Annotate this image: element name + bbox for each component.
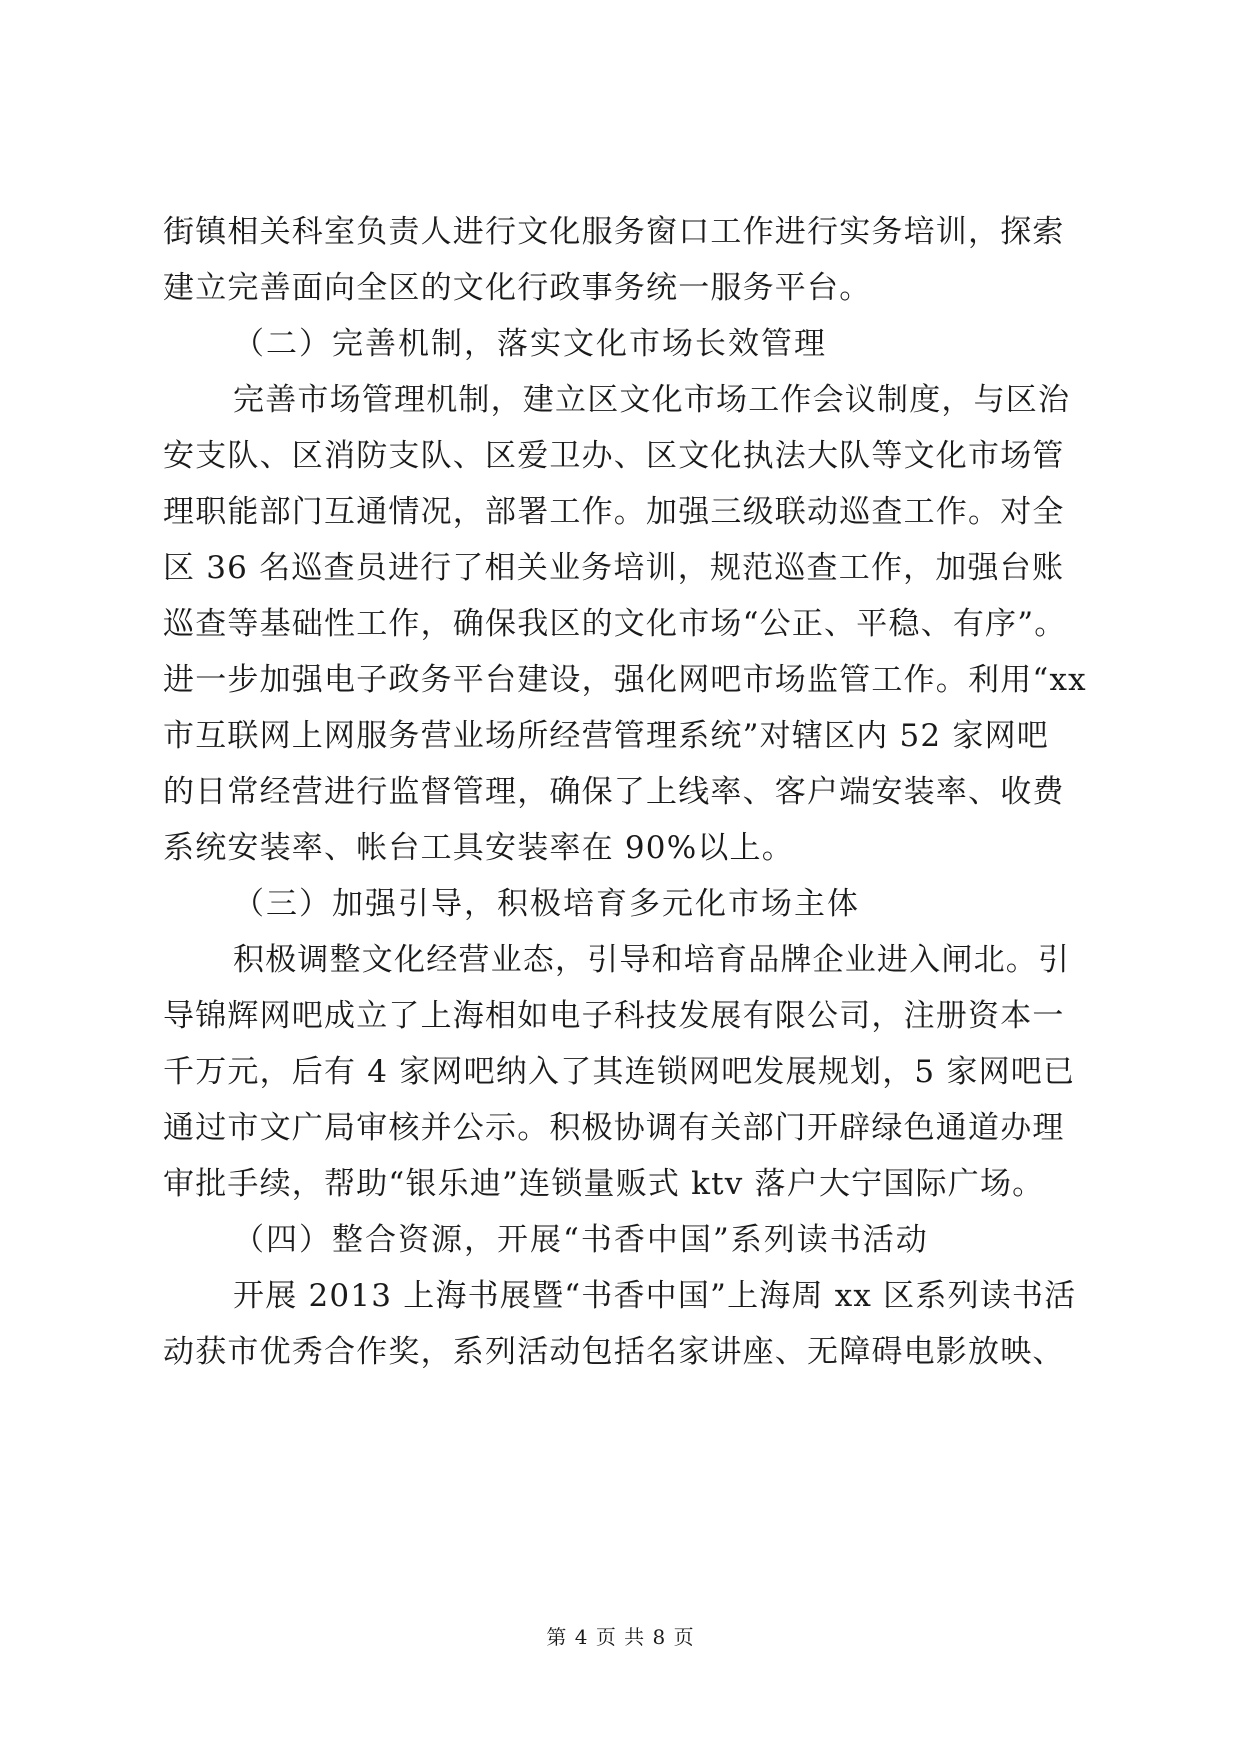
paragraph-line: 安支队、区消防支队、区爱卫办、区文化执法大队等文化市场管 <box>163 438 1065 474</box>
paragraph-line: 建立完善面向全区的文化行政事务统一服务平台。 <box>163 270 872 306</box>
paragraph-line: 市互联网上网服务营业场所经营管理系统”对辖区内 52 家网吧 <box>163 718 1049 754</box>
paragraph-line: 通过市文广局审核并公示。积极协调有关部门开辟绿色通道办理 <box>163 1110 1065 1146</box>
paragraph-line: 理职能部门互通情况，部署工作。加强三级联动巡查工作。对全 <box>163 494 1065 530</box>
paragraph-line: 动获市优秀合作奖，系列活动包括名家讲座、无障碍电影放映、 <box>163 1334 1065 1370</box>
section-heading: （三）加强引导，积极培育多元化市场主体 <box>233 886 860 922</box>
paragraph-line: 开展 2013 上海书展暨“书香中国”上海周 xx 区系列读书活 <box>233 1278 1077 1314</box>
paragraph-line: 的日常经营进行监督管理，确保了上线率、客户端安装率、收费 <box>163 774 1065 810</box>
section-heading: （四）整合资源，开展“书香中国”系列读书活动 <box>233 1222 929 1258</box>
paragraph-line: 区 36 名巡查员进行了相关业务培训，规范巡查工作，加强台账 <box>163 550 1065 586</box>
paragraph-line: 审批手续，帮助“银乐迪”连锁量贩式 ktv 落户大宁国际广场。 <box>163 1166 1045 1202</box>
paragraph-line: 进一步加强电子政务平台建设，强化网吧市场监管工作。利用“xx <box>163 662 1087 698</box>
section-heading: （二）完善机制，落实文化市场长效管理 <box>233 326 827 362</box>
paragraph-line: 千万元，后有 4 家网吧纳入了其连锁网吧发展规划，5 家网吧已 <box>163 1054 1076 1090</box>
paragraph-line: 系统安装率、帐台工具安装率在 90%以上。 <box>163 830 794 866</box>
paragraph-line: 巡查等基础性工作，确保我区的文化市场“公正、平稳、有序”。 <box>163 606 1067 642</box>
paragraph-line: 完善市场管理机制，建立区文化市场工作会议制度，与区治 <box>233 382 1071 418</box>
paragraph-line: 导锦辉网吧成立了上海相如电子科技发展有限公司，注册资本一 <box>163 998 1065 1034</box>
page-number-footer: 第 4 页 共 8 页 <box>546 1625 695 1649</box>
paragraph-line: 街镇相关科室负责人进行文化服务窗口工作进行实务培训，探索 <box>163 214 1065 250</box>
paragraph-line: 积极调整文化经营业态，引导和培育品牌企业进入闸北。引 <box>233 942 1071 978</box>
